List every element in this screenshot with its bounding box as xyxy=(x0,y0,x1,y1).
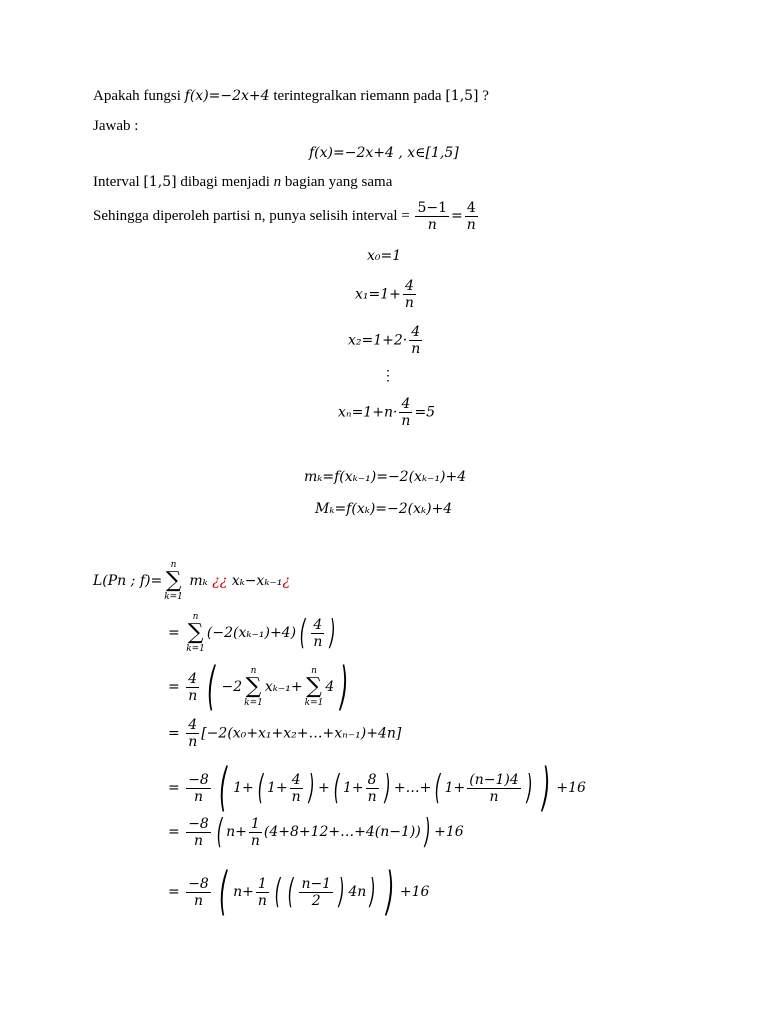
sum-step-5: = $\frac{-8}{n}$ ( n+ $\frac{1}{n}$ (4+8+12+…+4(n−1)) ) +16 xyxy=(168,812,464,852)
interval-line xyxy=(93,172,392,192)
function-domain: f(x)=−2x+4 , x∈[1,5] xyxy=(309,145,459,161)
sum-step-1: = n ∑ k=1 (−2(xₖ₋₁)+4) ( $\frac{4}{n}$ ) xyxy=(168,612,336,654)
partition-text: Sehingga diperoleh partisi n, punya selisih interval = xyxy=(93,207,410,224)
question-line xyxy=(93,86,489,106)
partition-frac2: $\frac{4}{n}$ xyxy=(466,200,476,233)
question-prefix: Apakah fungsi xyxy=(93,88,181,104)
point-x1: x₁=1+ $\frac{4}{n}$ xyxy=(355,278,414,311)
partition-frac1: $\frac{5-1}{n}$ xyxy=(417,200,448,233)
lower-bound-mk: mₖ=f(xₖ₋₁)=−2(xₖ₋₁)+4 xyxy=(304,469,467,485)
point-x0: x₀=1 xyxy=(367,248,402,264)
sum-step-6: = $\frac{-8}{n}$ ( n+ $\frac{1}{n}$ ( ( $\frac{n-1}{2}$ ) 4n ) ) +16 xyxy=(168,862,430,922)
sum-step-3: = $\frac{4}{n}$ [−2(x₀+x₁+x₂+…+xₙ₋₁)+4n] xyxy=(168,717,402,750)
sum-step-4: = $\frac{-8}{n}$ ( 1+ ( 1+ $\frac{4}{n}$ ) + ( 1+ $\frac{8}{n}$ ) +…+ ( 1+ $\frac{(n-1)4}{n}$ ) ) +16 xyxy=(168,758,586,818)
question-suffix: ? xyxy=(482,88,489,104)
question-interval: [1,5] xyxy=(445,88,479,104)
question-function: f(x)=−2x+4 xyxy=(184,88,270,104)
answer-label: Jawab : xyxy=(93,118,139,134)
interval-n: n xyxy=(273,174,282,190)
interval-value: [1,5] xyxy=(143,174,177,190)
point-x2: x₂=1+2· $\frac{4}{n}$ xyxy=(348,324,421,357)
lower-sum-line: L(Pn ; f)= n ∑ k=1 mₖ ¿¿ xₖ−xₖ₋₁¿ xyxy=(93,560,290,602)
upper-bound-Mk: Mₖ=f(xₖ)=−2(xₖ)+4 xyxy=(315,501,453,517)
question-middle: terintegralkan riemann pada xyxy=(273,88,442,104)
vdots: ⋮ xyxy=(381,368,395,384)
glyph-artifact: ¿¿ xyxy=(212,573,228,589)
partition-line: Sehingga diperoleh partisi n, punya selisih interval = $\frac{5-1}{n}$ = $\frac{4}{n}$ xyxy=(93,200,476,233)
glyph-artifact: ¿ xyxy=(282,573,290,589)
interval-middle: dibagi menjadi xyxy=(180,174,270,190)
point-xn: xₙ=1+n· $\frac{4}{n}$ =5 xyxy=(338,396,436,429)
sum-symbol: n ∑ k=1 xyxy=(164,560,183,602)
interval-suffix: bagian yang sama xyxy=(284,174,393,190)
sum-step-2: = $\frac{4}{n}$ ( −2 n ∑ k=1 xₖ₋₁+ n ∑ k=1 4 ) xyxy=(168,657,349,717)
interval-prefix: Interval xyxy=(93,174,140,190)
